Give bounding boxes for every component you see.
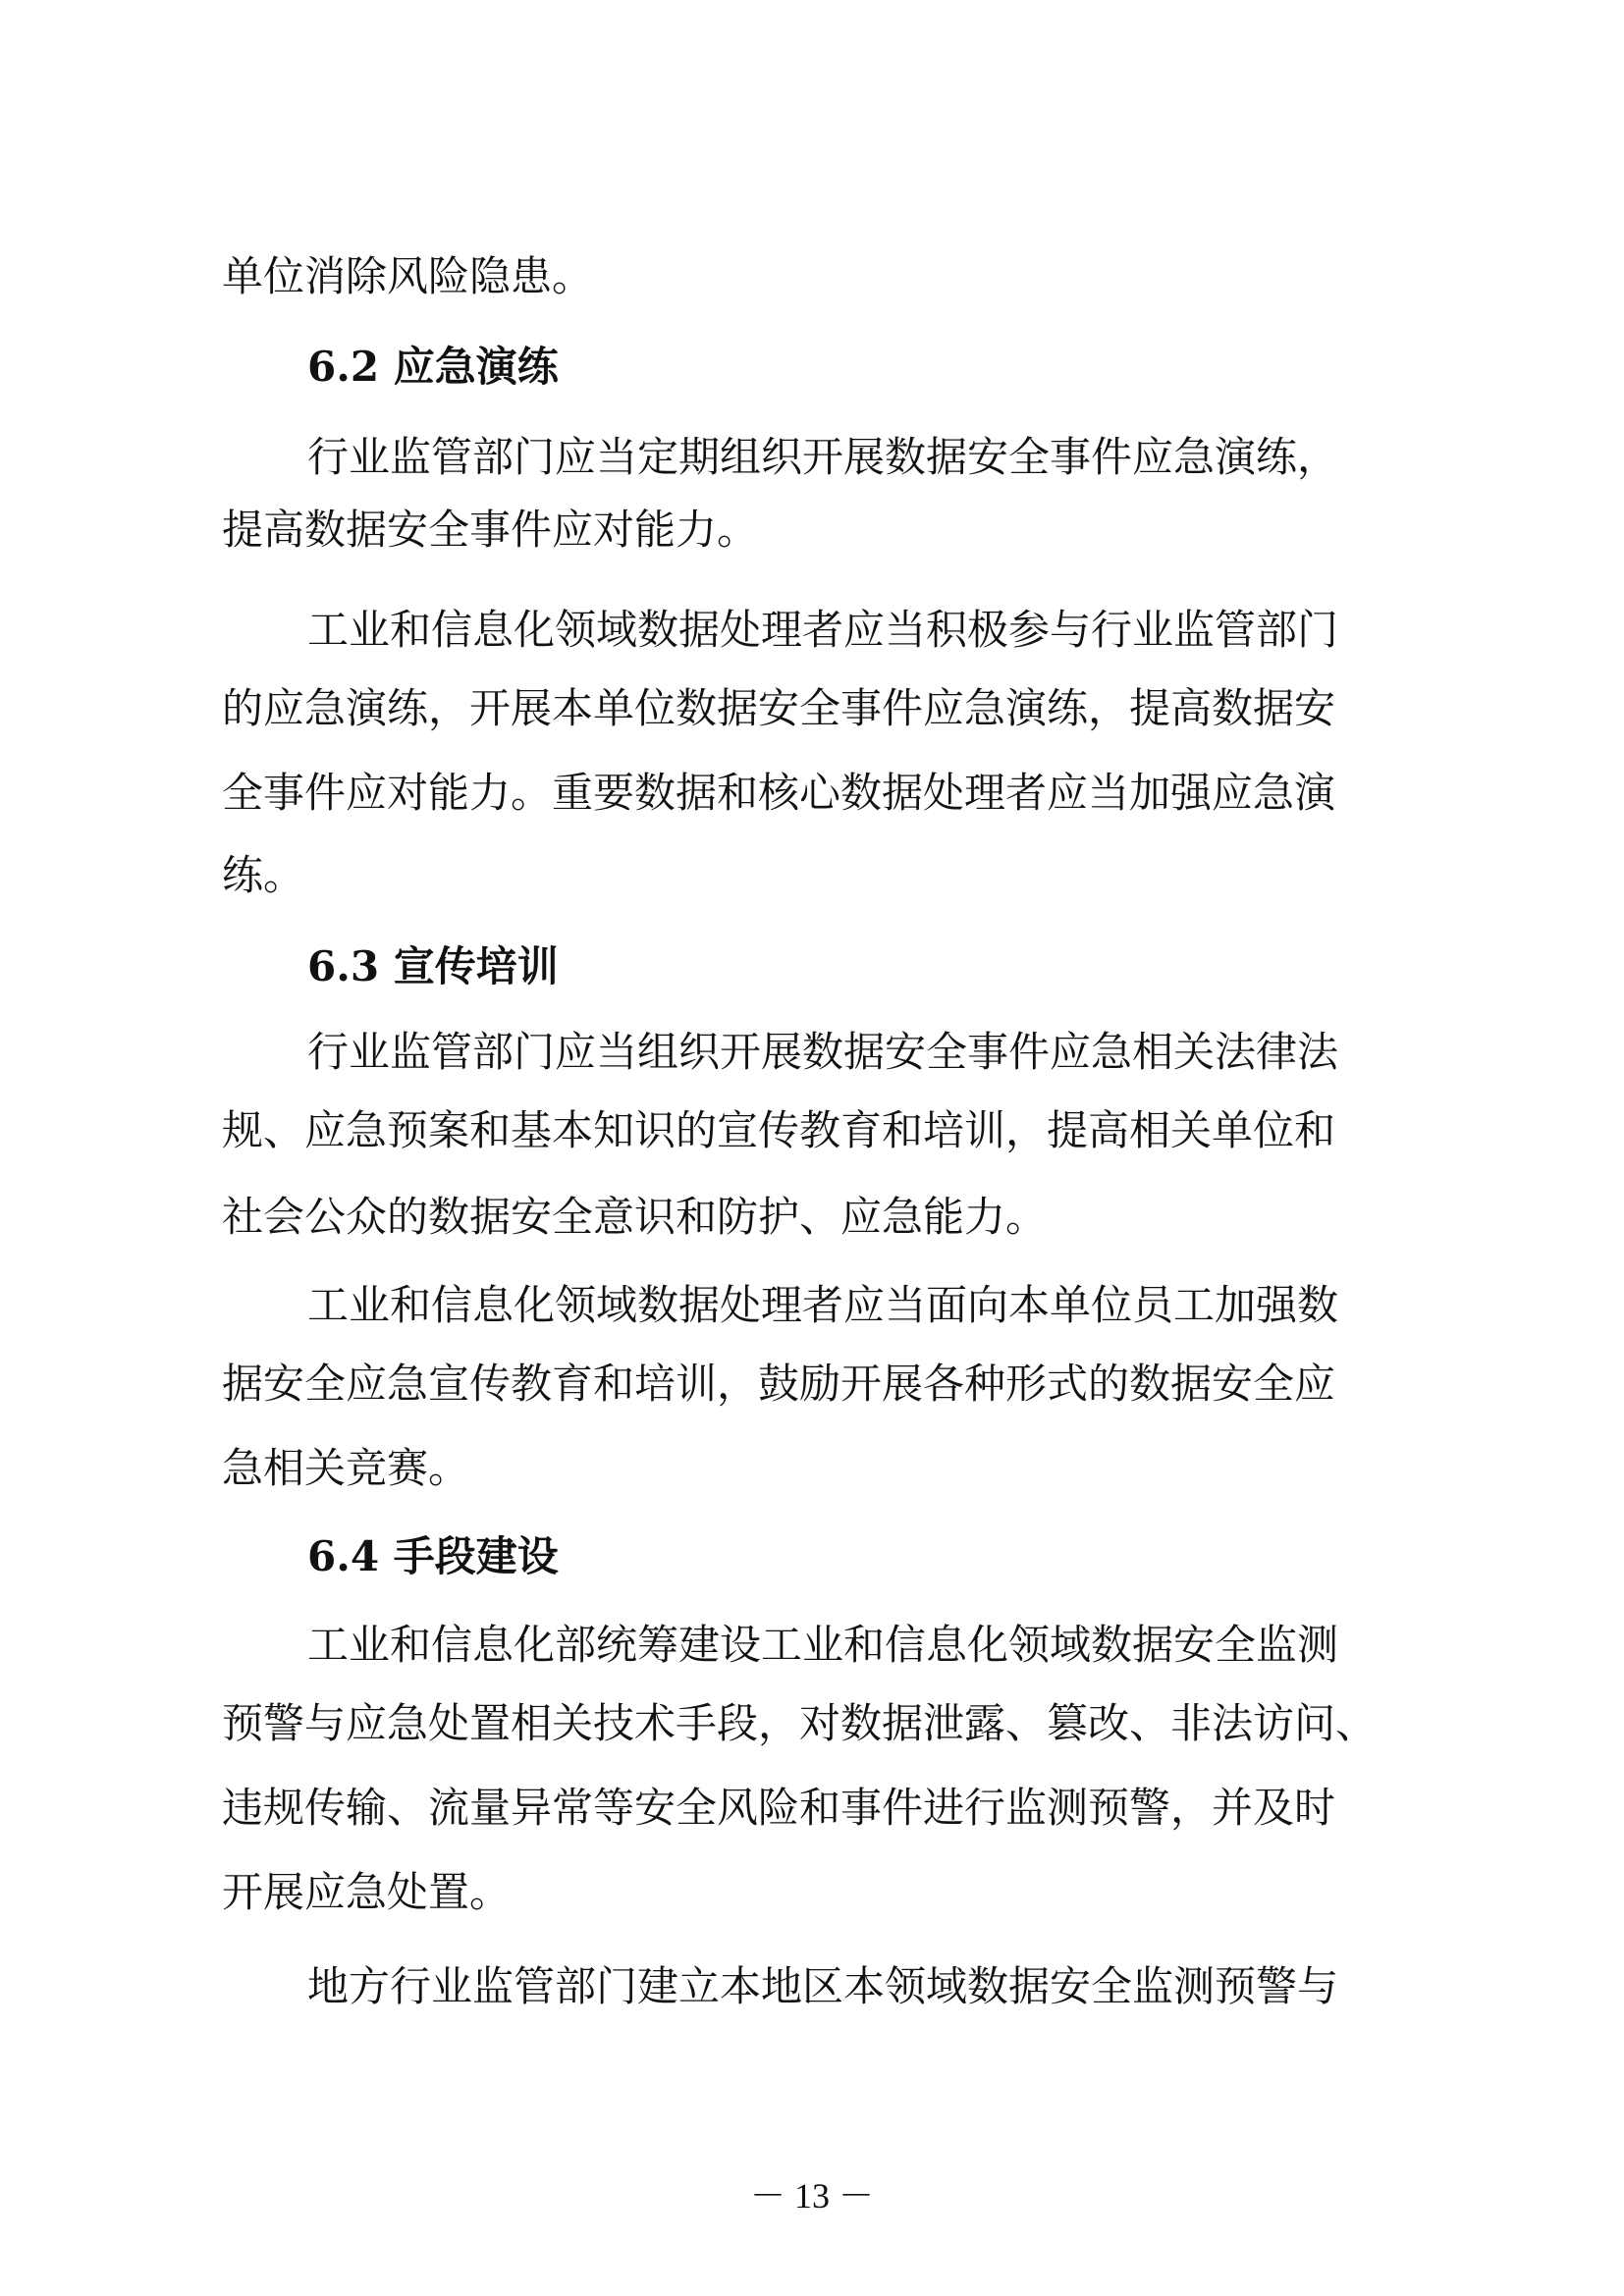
paragraph-line: 工业和信息化领域数据处理者应当面向本单位员工加强数 — [307, 1281, 1339, 1329]
section-heading-6-2: 6.2 应急演练 — [307, 343, 559, 391]
section-heading-6-4: 6.4 手段建设 — [307, 1532, 559, 1580]
paragraph-line: 的应急演练，开展本单位数据安全事件应急演练，提高数据安 — [222, 684, 1336, 732]
paragraph-line: 行业监管部门应当组织开展数据安全事件应急相关法律法 — [307, 1028, 1339, 1076]
paragraph-line: 工业和信息化领域数据处理者应当积极参与行业监管部门 — [307, 606, 1339, 654]
paragraph-line: 违规传输、流量异常等安全风险和事件进行监测预警，并及时 — [222, 1784, 1336, 1832]
paragraph-line: 提高数据安全事件应对能力。 — [222, 506, 759, 554]
paragraph-line: 开展应急处置。 — [222, 1868, 512, 1916]
paragraph-line: 行业监管部门应当定期组织开展数据安全事件应急演练， — [307, 433, 1339, 481]
paragraph-line: 全事件应对能力。重要数据和核心数据处理者应当加强应急演 — [222, 769, 1336, 817]
paragraph-line: 社会公众的数据安全意识和防护、应急能力。 — [222, 1193, 1048, 1241]
paragraph-line: 规、应急预案和基本知识的宣传教育和培训，提高相关单位和 — [222, 1106, 1336, 1154]
paragraph-line: 练。 — [222, 851, 305, 899]
section-heading-6-3: 6.3 宣传培训 — [307, 942, 559, 990]
paragraph-line: 急相关竞赛。 — [222, 1444, 470, 1492]
paragraph-line: 据安全应急宣传教育和培训，鼓励开展各种形式的数据安全应 — [222, 1360, 1336, 1408]
paragraph-line: 单位消除风险隐患。 — [222, 252, 594, 300]
paragraph-line: 预警与应急处置相关技术手段，对数据泄露、篡改、非法访问、 — [222, 1699, 1378, 1747]
paragraph-line: 地方行业监管部门建立本地区本领域数据安全监测预警与 — [307, 1962, 1339, 2010]
paragraph-line: 工业和信息化部统筹建设工业和信息化领域数据安全监测 — [307, 1621, 1339, 1669]
page-number: － 13 － — [749, 2176, 874, 2216]
